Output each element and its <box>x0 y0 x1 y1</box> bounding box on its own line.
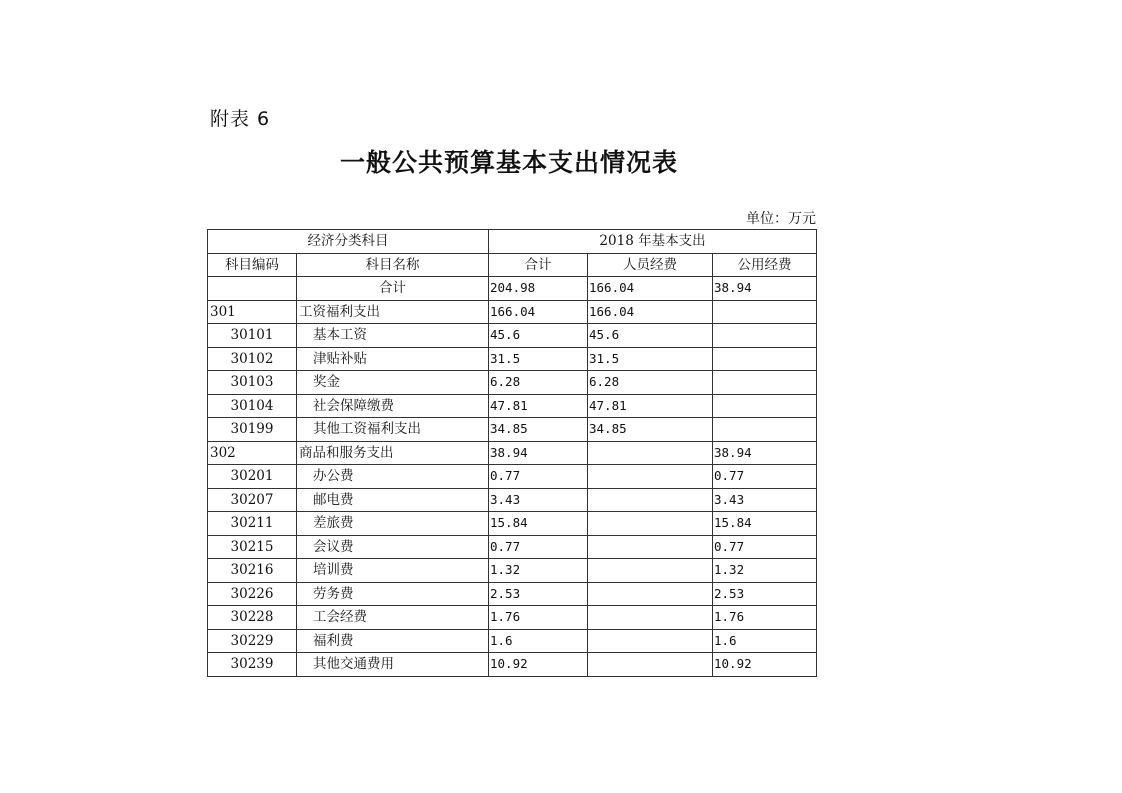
row-total: 45.6 <box>489 324 588 348</box>
row-code: 30229 <box>208 629 297 653</box>
page-title: 一般公共预算基本支出情况表 <box>340 148 679 177</box>
row-total: 6.28 <box>489 371 588 395</box>
row-name: 差旅费 <box>297 512 489 536</box>
row-personnel: 31.5 <box>588 347 713 371</box>
row-personnel <box>588 629 713 653</box>
column-header-row <box>208 253 817 277</box>
row-code: 30207 <box>208 488 297 512</box>
column-header-code: 科目编码 <box>208 253 297 277</box>
total-total: 204.98 <box>489 277 588 301</box>
row-public: 1.32 <box>713 559 817 583</box>
table-row <box>208 371 817 395</box>
row-public: 10.92 <box>713 653 817 677</box>
total-personnel: 166.04 <box>588 277 713 301</box>
row-name: 奖金 <box>297 371 489 395</box>
table-row <box>208 559 817 583</box>
row-public <box>713 418 817 442</box>
row-public <box>713 300 817 324</box>
row-total: 0.77 <box>489 535 588 559</box>
row-public: 3.43 <box>713 488 817 512</box>
table-row <box>208 441 817 465</box>
row-total: 166.04 <box>489 300 588 324</box>
table-row <box>208 394 817 418</box>
table-row <box>208 418 817 442</box>
row-personnel <box>588 441 713 465</box>
row-public <box>713 394 817 418</box>
table-row <box>208 653 817 677</box>
table-row <box>208 582 817 606</box>
table-row <box>208 300 817 324</box>
row-total: 47.81 <box>489 394 588 418</box>
row-code: 30102 <box>208 347 297 371</box>
row-code: 302 <box>208 441 297 465</box>
row-total: 3.43 <box>489 488 588 512</box>
table-row <box>208 629 817 653</box>
row-code: 30216 <box>208 559 297 583</box>
row-public: 1.76 <box>713 606 817 630</box>
row-code: 30226 <box>208 582 297 606</box>
row-name: 工会经费 <box>297 606 489 630</box>
row-name: 办公费 <box>297 465 489 489</box>
row-name: 工资福利支出 <box>297 300 489 324</box>
row-total: 31.5 <box>489 347 588 371</box>
table-row <box>208 606 817 630</box>
row-public: 38.94 <box>713 441 817 465</box>
attachment-label: 附表 6 <box>210 108 271 130</box>
row-total: 0.77 <box>489 465 588 489</box>
row-name: 会议费 <box>297 535 489 559</box>
total-name: 合计 <box>297 277 489 301</box>
row-total: 1.32 <box>489 559 588 583</box>
row-public: 0.77 <box>713 465 817 489</box>
row-name: 培训费 <box>297 559 489 583</box>
row-personnel: 34.85 <box>588 418 713 442</box>
row-code: 30103 <box>208 371 297 395</box>
column-header-personnel: 人员经费 <box>588 253 713 277</box>
table-row <box>208 512 817 536</box>
row-public: 1.6 <box>713 629 817 653</box>
row-total: 2.53 <box>489 582 588 606</box>
row-personnel <box>588 582 713 606</box>
row-total: 34.85 <box>489 418 588 442</box>
row-public <box>713 324 817 348</box>
row-code: 30215 <box>208 535 297 559</box>
row-name: 邮电费 <box>297 488 489 512</box>
row-total: 1.76 <box>489 606 588 630</box>
row-public <box>713 347 817 371</box>
group-header-budget: 2018 年基本支出 <box>489 230 817 254</box>
row-code: 30104 <box>208 394 297 418</box>
row-personnel <box>588 653 713 677</box>
row-public: 15.84 <box>713 512 817 536</box>
row-personnel <box>588 535 713 559</box>
row-code: 301 <box>208 300 297 324</box>
row-name: 津贴补贴 <box>297 347 489 371</box>
row-name: 其他工资福利支出 <box>297 418 489 442</box>
row-total: 15.84 <box>489 512 588 536</box>
row-personnel: 47.81 <box>588 394 713 418</box>
row-name: 其他交通费用 <box>297 653 489 677</box>
row-code: 30201 <box>208 465 297 489</box>
row-total: 1.6 <box>489 629 588 653</box>
table-row <box>208 465 817 489</box>
row-personnel <box>588 512 713 536</box>
total-public: 38.94 <box>713 277 817 301</box>
row-code: 30228 <box>208 606 297 630</box>
row-total: 10.92 <box>489 653 588 677</box>
unit-label: 单位：万元 <box>746 211 816 227</box>
row-code: 30211 <box>208 512 297 536</box>
row-name: 劳务费 <box>297 582 489 606</box>
column-header-name: 科目名称 <box>297 253 489 277</box>
row-name: 社会保障缴费 <box>297 394 489 418</box>
total-row <box>208 277 817 301</box>
table-row <box>208 488 817 512</box>
row-personnel <box>588 559 713 583</box>
column-header-total: 合计 <box>489 253 588 277</box>
column-header-public: 公用经费 <box>713 253 817 277</box>
row-public: 2.53 <box>713 582 817 606</box>
row-name: 商品和服务支出 <box>297 441 489 465</box>
row-personnel <box>588 488 713 512</box>
total-code <box>208 277 297 301</box>
row-personnel: 6.28 <box>588 371 713 395</box>
row-code: 30239 <box>208 653 297 677</box>
table-row <box>208 324 817 348</box>
row-code: 30101 <box>208 324 297 348</box>
row-personnel <box>588 606 713 630</box>
row-personnel: 45.6 <box>588 324 713 348</box>
group-header-row <box>208 230 817 254</box>
row-personnel: 166.04 <box>588 300 713 324</box>
table-row <box>208 535 817 559</box>
row-public: 0.77 <box>713 535 817 559</box>
row-personnel <box>588 465 713 489</box>
table-row <box>208 347 817 371</box>
group-header-classification: 经济分类科目 <box>208 230 489 254</box>
row-name: 基本工资 <box>297 324 489 348</box>
budget-table <box>207 229 817 677</box>
row-code: 30199 <box>208 418 297 442</box>
row-public <box>713 371 817 395</box>
row-name: 福利费 <box>297 629 489 653</box>
row-total: 38.94 <box>489 441 588 465</box>
